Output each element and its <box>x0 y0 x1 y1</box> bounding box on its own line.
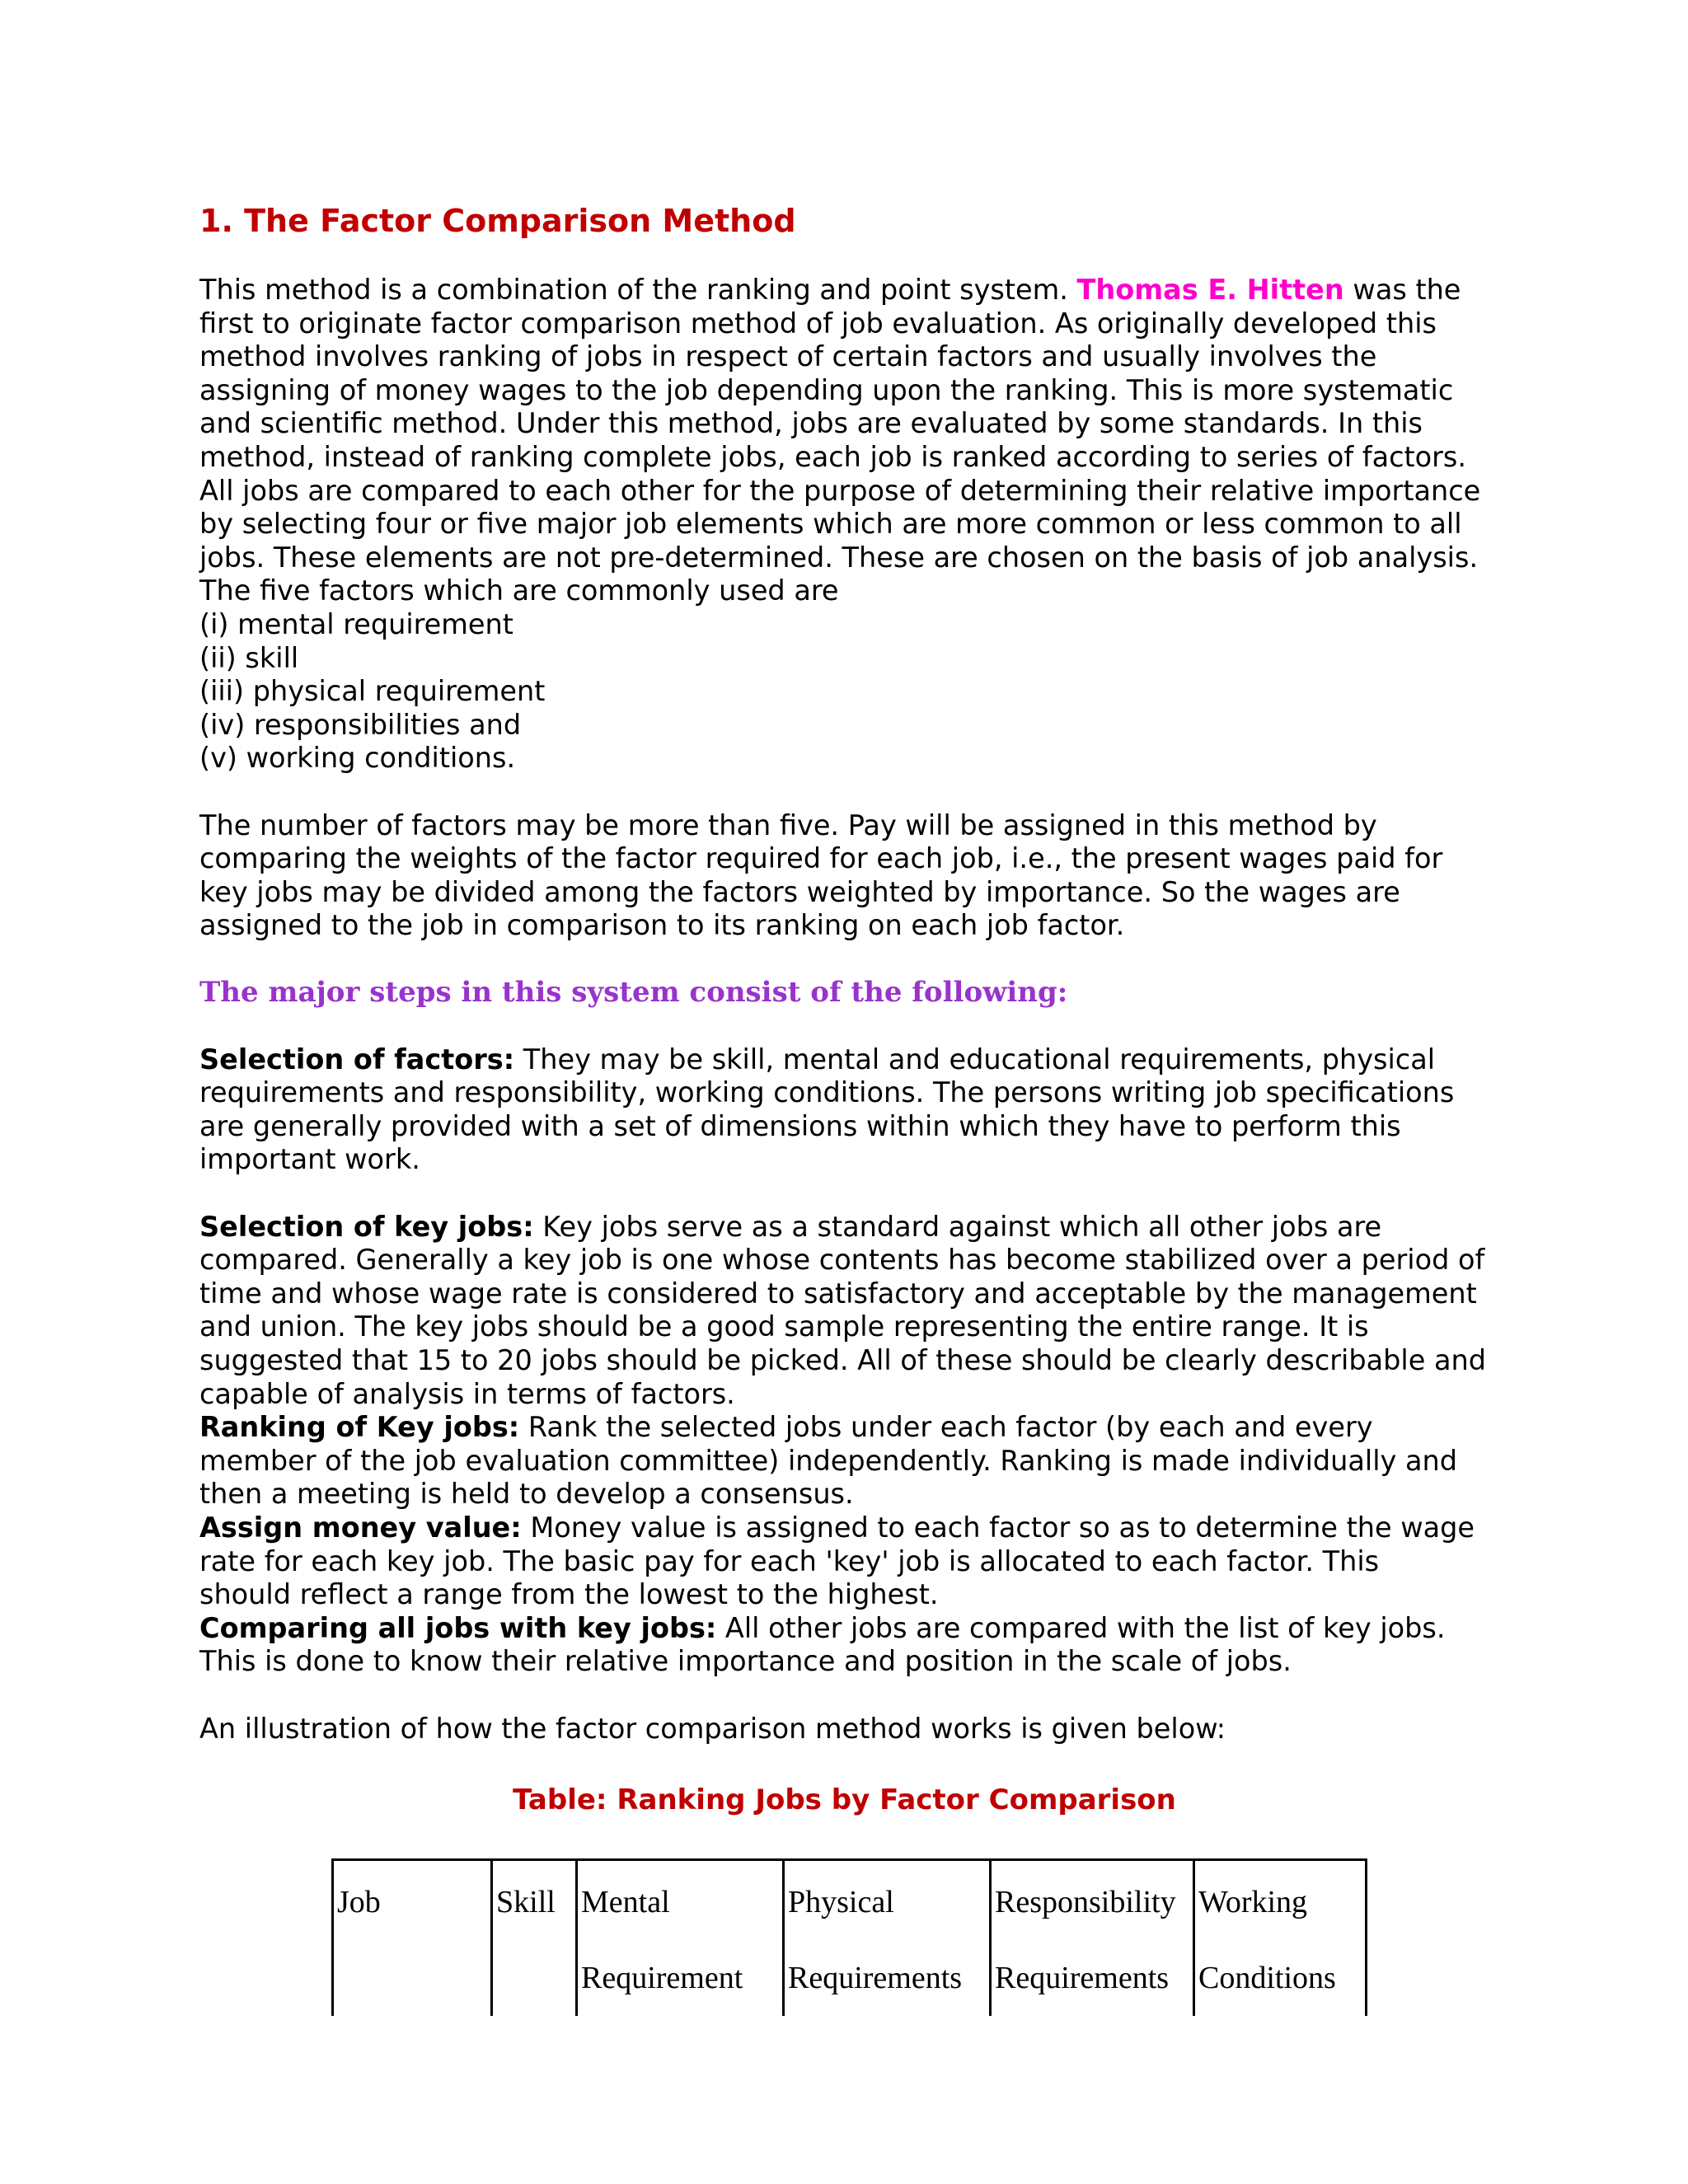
pay-line: key jobs may be divided among the factors weighted by importance. So the wages are <box>199 875 1400 908</box>
step-line: rate for each key job. The basic pay for each 'key' job is allocated to each factor. This <box>199 1544 1380 1577</box>
intro-text: was the <box>1343 274 1461 306</box>
list-item: (i) mental requirement <box>199 607 513 640</box>
table-header-row <box>333 1860 1367 2017</box>
intro-line: The five factors which are commonly used are <box>199 574 839 607</box>
table-header-skill: Skill <box>492 1860 577 2017</box>
pay-line: The number of factors may be more than five. Pay will be assigned in this method by <box>199 808 1377 841</box>
factor-list <box>199 608 1518 776</box>
page-title: 1. The Factor Comparison Method <box>199 203 796 239</box>
step-selection-key-jobs <box>199 1211 1518 1412</box>
list-item: (ii) skill <box>199 641 299 674</box>
factor-table-wrapper <box>331 1858 1367 2016</box>
table-header-job: Job <box>333 1860 492 2017</box>
pay-line: comparing the weights of the factor required for each job, i.e., the present wages paid for <box>199 842 1443 875</box>
list-item: (iii) physical requirement <box>199 675 546 708</box>
table-header-mental: Mental Requirement <box>577 1860 784 2017</box>
step-text: All other jobs are compared with the list of key jobs. <box>716 1611 1446 1644</box>
step-line: important work. <box>199 1143 420 1176</box>
step-label: Comparing all jobs with key jobs: <box>199 1611 717 1644</box>
step-text: Key jobs serve as a standard against which all other jobs are <box>533 1210 1382 1243</box>
step-text: Money value is assigned to each factor so as to determine the wage <box>521 1511 1475 1544</box>
intro-text: This method is a combination of the ranking and point system. <box>199 274 1077 306</box>
illustration-text <box>199 1713 1518 1746</box>
intro-line: by selecting four or five major job elements which are more common or less common to all <box>199 508 1462 541</box>
intro-line: and scientific method. Under this method, jobs are evaluated by some standards. In this <box>199 407 1423 440</box>
step-line: should reflect a range from the lowest to the highest. <box>199 1578 939 1611</box>
step-text: They may be skill, mental and educational requirements, physical <box>514 1043 1436 1076</box>
steps-heading: The major steps in this system consist of the following: <box>199 976 1068 1010</box>
step-line: capable of analysis in terms of factors. <box>199 1377 735 1410</box>
table-header-responsibility: Responsibility Requirements <box>991 1860 1194 2017</box>
intro-line: All jobs are compared to each other for the purpose of determining their relative importance <box>199 474 1481 507</box>
intro-line: method, instead of ranking complete jobs, each job is ranked according to series of factors. <box>199 440 1467 473</box>
pay-paragraph <box>199 809 1518 943</box>
intro-line: jobs. These elements are not pre-determined. These are chosen on the basis of job analysis. <box>199 541 1479 574</box>
step-line: This is done to know their relative importance and position in the scale of jobs. <box>199 1645 1292 1678</box>
step-line: compared. Generally a key job is one whose contents has become stabilized over a period of <box>199 1244 1485 1277</box>
document-page <box>199 198 1518 1817</box>
step-label: Ranking of Key jobs: <box>199 1411 520 1444</box>
step-ranking-key-jobs <box>199 1411 1518 1511</box>
table-header-physical: Physical Requirements <box>784 1860 991 2017</box>
step-label: Selection of factors: <box>199 1043 515 1076</box>
intro-line: first to originate factor comparison method of job evaluation. As originally developed this <box>199 307 1437 340</box>
step-line: are generally provided with a set of dimensions within which they have to perform this <box>199 1109 1401 1142</box>
step-comparing <box>199 1612 1518 1679</box>
author-name: Thomas E. Hitten <box>1076 274 1344 306</box>
step-line: then a meeting is held to develop a consensus. <box>199 1478 854 1511</box>
step-label: Assign money value: <box>199 1511 522 1544</box>
step-line: and union. The key jobs should be a good sample representing the entire range. It is <box>199 1310 1369 1343</box>
step-line: time and whose wage rate is considered to satisfactory and acceptable by the management <box>199 1277 1477 1310</box>
step-label: Selection of key jobs: <box>199 1210 534 1243</box>
pay-line: assigned to the job in comparison to its ranking on each job factor. <box>199 909 1125 942</box>
step-line: member of the job evaluation committee) independently. Ranking is made individually and <box>199 1444 1458 1477</box>
list-item: (v) working conditions. <box>199 742 516 775</box>
table-header-working: Working Conditions <box>1194 1860 1367 2017</box>
step-assign-money <box>199 1511 1518 1612</box>
table-title: Table: Ranking Jobs by Factor Comparison <box>513 1783 1176 1817</box>
illustration-line: An illustration of how the factor comparison method works is given below: <box>199 1712 1226 1745</box>
intro-paragraph <box>199 274 1518 608</box>
intro-line: method involves ranking of jobs in respect of certain factors and usually involves the <box>199 340 1377 373</box>
step-line: requirements and responsibility, working conditions. The persons writing job specifications <box>199 1076 1455 1109</box>
list-item: (iv) responsibilities and <box>199 708 522 741</box>
intro-line: assigning of money wages to the job depending upon the ranking. This is more systematic <box>199 373 1454 406</box>
step-line: suggested that 15 to 20 jobs should be picked. All of these should be clearly describable and <box>199 1344 1487 1376</box>
step-selection-factors <box>199 1043 1518 1177</box>
step-text: Rank the selected jobs under each factor (by each and every <box>519 1411 1373 1444</box>
factor-table <box>331 1858 1367 2016</box>
